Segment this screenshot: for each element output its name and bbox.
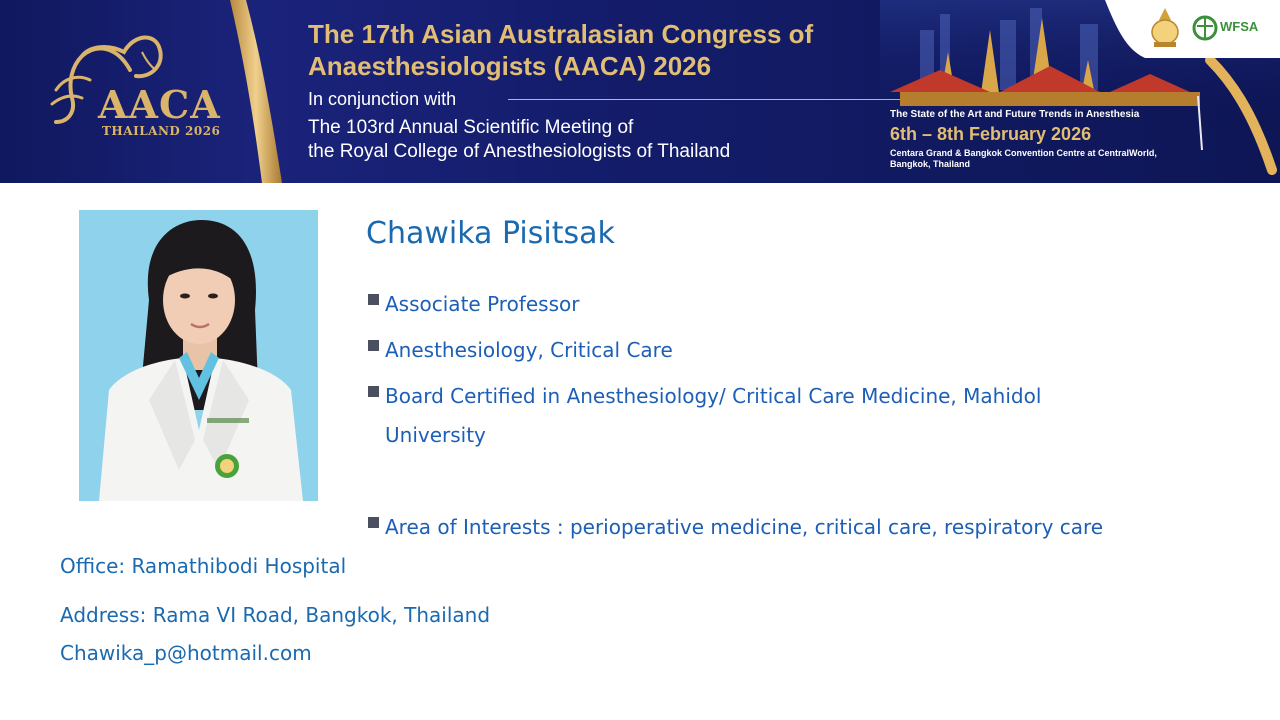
address-line: Address: Rama VI Road, Bangkok, Thailand xyxy=(60,603,491,627)
event-venue-line2: Bangkok, Thailand xyxy=(890,159,971,169)
square-bullet-icon xyxy=(368,294,379,305)
wfsa-globe-icon xyxy=(1194,17,1216,39)
banner-conjunction: In conjunction with xyxy=(308,89,457,109)
event-dates: 6th – 8th February 2026 xyxy=(890,124,1092,144)
congress-banner xyxy=(0,0,1280,183)
banner-subtitle-line2: the Royal College of Anesthesiologists of Thailand xyxy=(308,141,731,162)
bullet-item-title xyxy=(368,285,1188,324)
event-venue-line1: Centara Grand & Bangkok Convention Centre at CentralWorld, xyxy=(890,148,1157,158)
logo-subtext: THAILAND 2026 xyxy=(102,124,221,138)
wfsa-logo-text: WFSA xyxy=(1220,19,1259,34)
aaca-logo xyxy=(38,30,228,150)
banner-title-line2: Anaesthesiologists (AACA) 2026 xyxy=(308,51,712,81)
speaker-photo xyxy=(79,210,318,501)
square-bullet-icon xyxy=(368,340,379,351)
bullet-item-interests xyxy=(368,508,1188,547)
email-line: Chawika_p@hotmail.com xyxy=(60,641,312,665)
square-bullet-icon xyxy=(368,386,379,397)
bullet-item-specialty xyxy=(368,331,1188,370)
banner-title-line1: The 17th Asian Australasian Congress of xyxy=(308,19,814,49)
bullet-text: Board Certified in Anesthesiology/ Critical Care Medicine, Mahidol University xyxy=(385,384,1042,447)
square-bullet-icon xyxy=(368,517,379,528)
bullet-text: Area of Interests : perioperative medicine, critical care, respiratory care xyxy=(385,515,1104,539)
bullet-text: Associate Professor xyxy=(385,292,580,316)
banner-title-block xyxy=(308,18,813,164)
speaker-name: Chawika Pisitsak xyxy=(366,216,615,251)
event-details xyxy=(890,109,1220,170)
bullet-text: Anesthesiology, Critical Care xyxy=(385,338,673,362)
bullet-item-certification xyxy=(368,377,1088,455)
speaker-portrait-illustration xyxy=(79,210,318,501)
logo-text: AACA xyxy=(98,82,221,127)
event-theme: The State of the Art and Future Trends in Anesthesia xyxy=(890,109,1140,120)
banner-subtitle-line1: The 103rd Annual Scientific Meeting of xyxy=(308,117,634,138)
office-line: Office: Ramathibodi Hospital xyxy=(60,554,347,578)
